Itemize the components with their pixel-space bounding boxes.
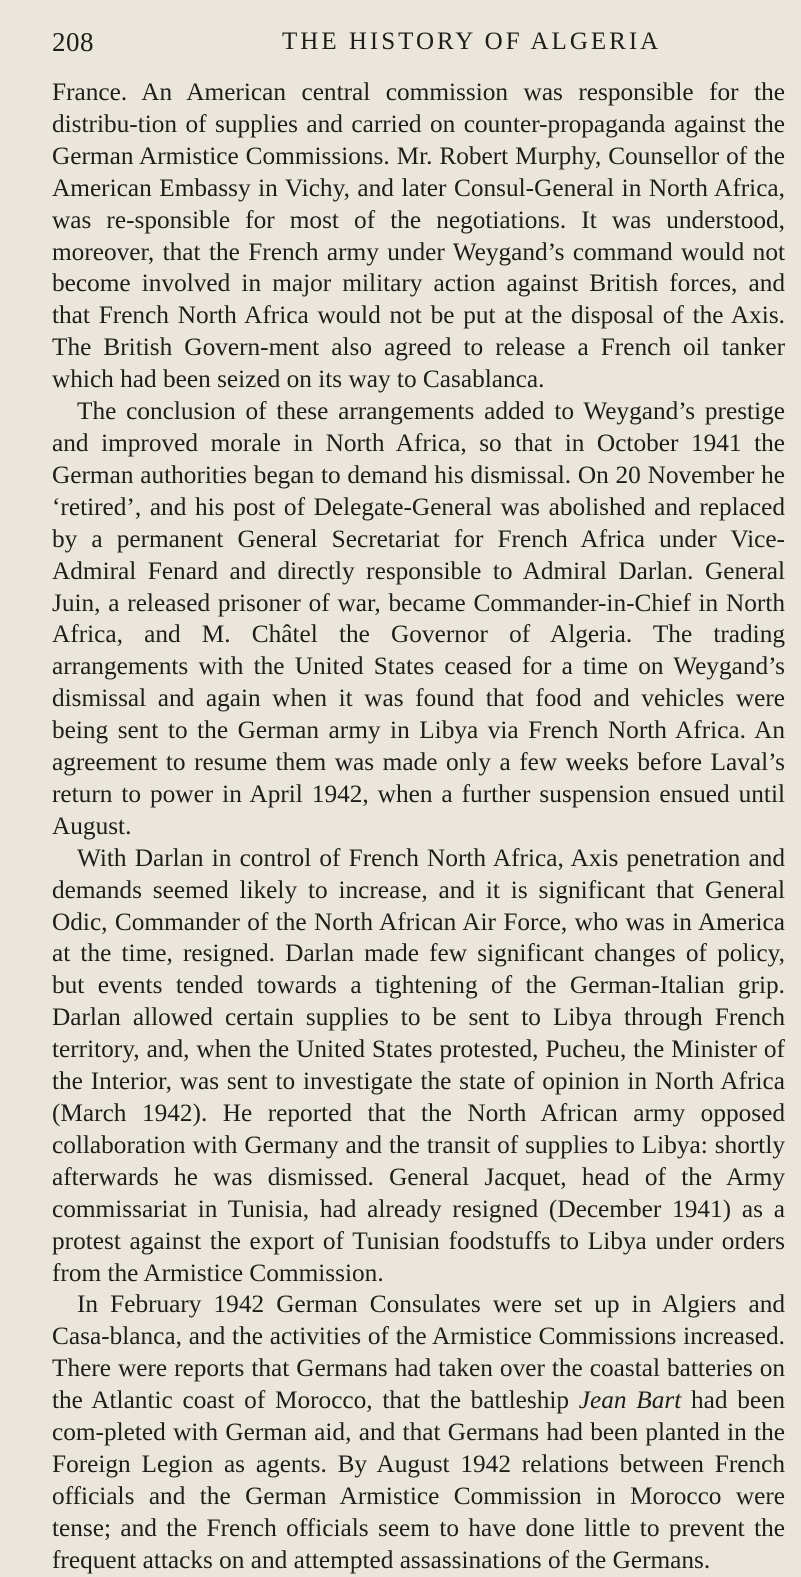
paragraph-text: With Darlan in control of French North Africa, Axis penetration and demands seemed likely to increase, and it is significant that General Odic, Commander of the North African Air Force, who was in America at the time, resigned. Darlan made few significant changes of policy, but events tended towards a tightening of the German-Italian grip. Darlan allowed certain supplies to be sent to Libya through French territory, and, when the United States protested, Pucheu, the Minister of the Interior, was sent to investigate the state of opinion in North Africa (March 1942). He reported that the North African army opposed collaboration with Germany and the transit of supplies to Libya: shortly afterwards he was dismissed. General Jacquet, head of the Army commissariat in Tunisia, had already resigned (December 1941) as a protest against the export of Tunisian foodstuffs to Libya under orders from the Armistice Commission. [52, 843, 785, 1287]
paragraph [52, 843, 785, 1290]
paragraph-text: France. An American central commission was responsible for the distribu-tion of supplies and carried on counter-propaganda against the German Armistice Commissions. Mr. Robert Murphy, Counsellor of the American Embassy in Vichy, and later Consul-General in North Africa, was re-sponsible for most of the negotiations. It was understood, moreover, that the French army under Weygand’s command would not become involved in major military action against British forces, and that French North Africa would not be put at the disposal of the Axis. The British Govern-ment also agreed to release a French oil tanker which had been seized on its way to Casablanca. [52, 78, 785, 394]
ship-name: Jean Bart [578, 1386, 682, 1415]
running-title: THE HISTORY OF ALGERIA [282, 28, 662, 55]
paragraph [52, 77, 785, 396]
running-head [52, 22, 749, 62]
body-text [52, 77, 785, 1577]
paragraph-text: The conclusion of these arrangements added to Weygand’s prestige and improved morale in North Africa, so that in October 1941 the German authorities began to demand his dismissal. On 20 November he ‘retired’, and his post of Delegate-General was abolished and replaced by a permanent General Secretariat for French Africa under Vice-Admiral Fenard and directly responsible to Admiral Darlan. General Juin, a released prisoner of war, became Commander-in-Chief in North Africa, and M. Châtel the Governor of Algeria. The trading arrangements with the United States ceased for a time on Weygand’s dismissal and again when it was found that food and vehicles were being sent to the German army in Libya via French North Africa. An agreement to resume them was made only a few weeks before Laval’s return to power in April 1942, when a further suspension ensued until August. [52, 397, 785, 840]
page-number: 208 [52, 27, 94, 57]
paragraph-text: In February 1942 German Consulates were set up in Algiers and Casa-blanca, and the activities of the Armistice Commissions increased. There were reports that Germans had taken over the coastal batteries on the Atlantic coast of Morocco, that the battleship [52, 1290, 785, 1415]
paragraph [52, 396, 785, 843]
paragraph [52, 1289, 785, 1576]
paragraph-text: had been com-pleted with German aid, and that Germans had been planted in the Foreign Legion as agents. By August 1942 relations between French officials and the German Armistice Commission in Morocco were tense; and the French officials seem to have done little to prevent the frequent attacks on and attempted assassinations of the Germans. [52, 1386, 785, 1574]
